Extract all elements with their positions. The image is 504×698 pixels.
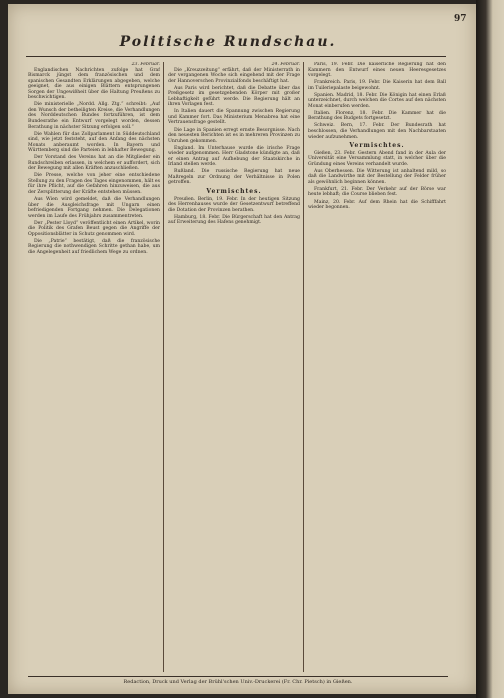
column-divider: [303, 62, 304, 672]
article-paragraph: Mainz, 20. Febr. Auf dem Rhein hat die Schifffahrt wieder begonnen.: [308, 199, 446, 211]
article-paragraph: In Italien dauert die Spannung zwischen Regierung und Kammer fort. Das Ministerium Menabrea hat eine Vertrauensfrage gestellt.: [168, 109, 300, 126]
article-paragraph: Englandischen Nachrichten zufolge hat Graf Bismarck jüngst dem französischen und dem spanischen Gesandten Erklärungen abgegeben, welche geeignet, die aus einigen Blättern entsprungenen Sorgen der Ungewißheit über die Haltung Preußens zu beschwichtigen.: [28, 67, 160, 101]
article-paragraph: Gießen, 23. Febr. Gestern Abend fand in der Aula der Universität eine Versammlung statt, in welcher über die Gründung eines Vereins verhandelt wurde.: [308, 150, 446, 167]
article-paragraph: Rußland. Die russische Regierung hat neue Maßregeln zur Ordnung der Verhältnisse in Polen getroffen.: [168, 169, 300, 186]
article-paragraph: Aus Wien wird gemeldet, daß die Verhandlungen über die Ausgleichsfrage mit Ungarn einen befriedigenden Fortgang nehmen. Die Delegationen werden im Laufe des Frühjahrs zusammentreten.: [28, 197, 160, 219]
article-paragraph: Paris, 19. Febr. Die kaiserliche Regierung hat den Kammern den Entwurf eines neuen Heeresgesetzes vorgelegt.: [308, 62, 446, 79]
article-paragraph: Hamburg, 18. Febr. Die Bürgerschaft hat den Antrag auf Erweiterung des Hafens genehmigt.: [168, 214, 300, 226]
article-paragraph: Die „Kreuzzeitung“ erfährt, daß der Ministerrath in der vergangenen Woche sich eingehend mit der Frage der Hannoverschen Provinzialfonds beschäftigt hat.: [168, 67, 300, 84]
section-heading: Vermischtes.: [349, 142, 405, 150]
article-paragraph: Spanien. Madrid, 18. Febr. Die Königin hat einen Erlaß unterzeichnet, durch welchen die Cortes auf den nächsten Monat einberufen werden.: [308, 92, 446, 109]
article-paragraph: Die Wahlen für das Zollparlament in Süddeutschland sind, wie jetzt feststeht, auf den Anfang des nächsten Monats anberaumt worden. In Bayern und Württemberg sind die Parteien in lebhafter Bewegung.: [28, 131, 160, 154]
article-paragraph: Italien. Florenz, 18. Febr. Die Kammer hat die Berathung des Budgets fortgesetzt.: [308, 110, 446, 122]
dateline: 23. Februar.: [131, 62, 160, 67]
column-2: [168, 62, 300, 672]
column-divider: [163, 62, 164, 672]
article-paragraph: Der „Pester Lloyd“ veröffentlicht einen Artikel, worin die Politik des Grafen Beust gegen die Angriffe der Oppositionsblätter in Schutz genommen wird.: [28, 220, 160, 237]
article-paragraph: Frankfurt, 21. Febr. Der Verkehr auf der Börse war heute lebhaft; die Course blieben fest.: [308, 186, 446, 198]
section-heading: Vermischtes.: [206, 187, 262, 195]
article-paragraph: Schweiz. Bern, 17. Febr. Der Bundesrath hat beschlossen, die Verhandlungen mit den Nachbarstaaten wieder aufzunehmen.: [308, 123, 446, 140]
newspaper-page: [8, 4, 476, 694]
article-paragraph: Aus Paris wird berichtet, daß die Debatte über das Preßgesetz im gesetzgebenden Körper mit großer Lebhaftigkeit geführt werde. Die Regierung hält an ihren Vorlagen fest.: [168, 85, 300, 108]
article-paragraph: Frankreich. Paris, 19. Febr. Die Kaiserin hat dem Ball im Tuileriepalaste beigewohnt.: [308, 80, 446, 91]
article-paragraph: Der Vorstand des Vereins hat an die Mitglieder ein Rundschreiben erlassen, in welchem er auffordert, sich der Bewegung mit allen Kräften anzuschließen.: [28, 155, 160, 172]
imprint-footer: Redaction, Druck und Verlag der Brühl'schen Univ.-Druckerei (Fr. Chr. Pietsch) in Gießen.: [28, 676, 448, 685]
page-title: Politische Rundschau.: [119, 34, 337, 50]
article-paragraph: Die Presse, welche von jeher eine entschiedene Stellung zu den Fragen des Tages eingenommen, hält es für ihre Pflicht, auf die Gefahren hinzuweisen, die aus der Zersplitterung der Kräfte entstehen müssen.: [28, 173, 160, 196]
article-paragraph: England. Im Unterhause wurde die irische Frage wieder aufgenommen. Herr Gladstone kündigte an, daß er einen Antrag auf Aufhebung der Staatskirche in Irland stellen werde.: [168, 145, 300, 168]
article-paragraph: Aus Oberhessen. Die Witterung ist anhaltend mild, so daß die Landwirthe mit der Bestellung der Felder früher als gewöhnlich beginnen können.: [308, 168, 446, 185]
dateline: 24. Februar.: [271, 62, 300, 67]
column-3: [308, 62, 446, 672]
article-paragraph: Die ministerielle „Nordd. Allg. Ztg.“ schreibt: „Auf den Wunsch der betheiligten Kreise, die Verhandlungen des Norddeutschen Bundes fortzuführen, ist dem Bundesrathe ein Entwurf vorgelegt worden, dessen Berathung in nächster Sitzung erfolgen soll.“: [28, 102, 160, 130]
title-rule: [26, 56, 446, 57]
article-paragraph: Die Lage in Spanien erregt ernste Besorgnisse. Nach den neuesten Berichten ist es in mehreren Provinzen zu Unruhen gekommen.: [168, 127, 300, 144]
article-paragraph: Preußen. Berlin, 19. Febr. In der heutigen Sitzung des Herrenhauses wurde der Gesetzentwurf betreffend die Dotation der Provinzen berathen.: [168, 196, 300, 213]
column-1: [28, 62, 160, 672]
book-binding-gutter: [476, 0, 504, 698]
page-number: 97: [454, 14, 467, 24]
article-paragraph: Die „Patrie“ bestätigt, daß die französische Regierung die nothwendigen Schritte gethan habe, um die Angelegenheit auf friedlichem Wege zu ordnen.: [28, 238, 160, 255]
